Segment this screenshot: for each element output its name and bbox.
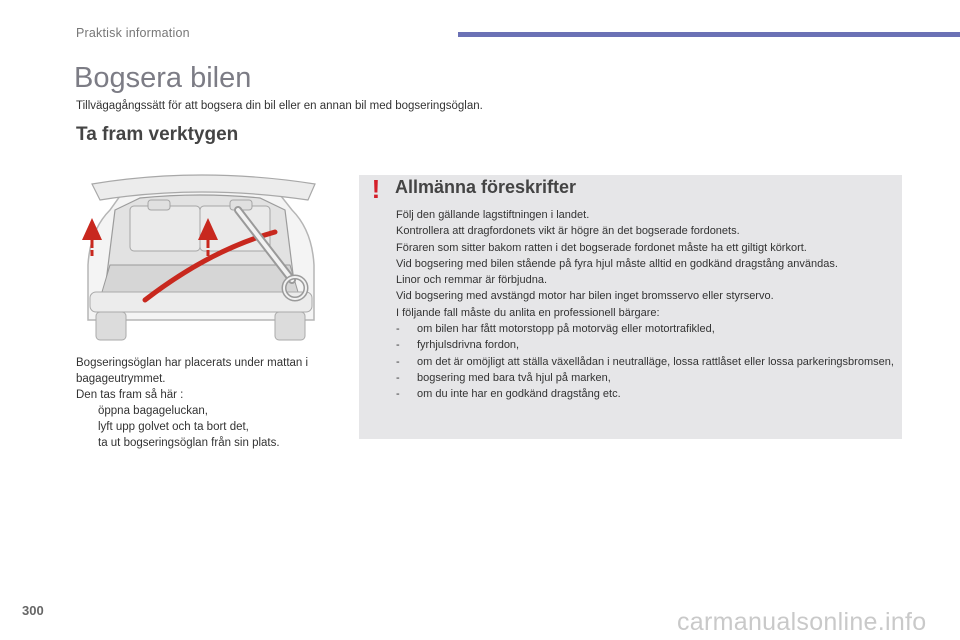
page-number: 300 [22, 603, 44, 618]
warning-list-item [396, 321, 896, 337]
instruction-step [76, 419, 346, 435]
dash-marker: - [396, 355, 400, 368]
exclamation-icon: ! [371, 174, 381, 204]
warning-line: I följande fall måste du anlita en professionell bärgare: [396, 306, 660, 319]
bullet-icon [76, 403, 98, 419]
warning-list-text: om det är omöjligt att ställa växellådan i neutralläge, lossa rattlåset eller lossa parkeringsbromsen, [417, 355, 894, 368]
bullet-icon [76, 419, 98, 435]
step-text: ta ut bogseringsöglan från sin plats. [98, 437, 280, 449]
step-text: lyft upp golvet och ta bort det, [98, 421, 249, 433]
warning-list-item [396, 337, 896, 353]
warning-list-text: om du inte har en godkänd dragstång etc. [417, 388, 621, 401]
header-accent-bar [458, 32, 960, 37]
dash-marker: - [396, 323, 400, 336]
warning-list-text: om bilen har fått motorstopp på motorväg eller motortrafikled, [417, 323, 715, 336]
instruction-step [76, 403, 346, 419]
instructions-paragraph: Bogseringsöglan har placerats under mattan i bagageutrymmet. [76, 357, 309, 385]
warning-line: Följ den gällande lagstiftningen i landet. [396, 209, 590, 221]
warning-line: Föraren som sitter bakom ratten i det bogserade fordonet måste ha ett giltigt körkort. [396, 241, 807, 254]
trunk-illustration [70, 170, 340, 350]
warning-body [396, 207, 896, 403]
warning-line: Vid bogsering med bilen stående på fyra hjul måste alltid en godkänd dragstång användas. [396, 257, 838, 270]
warning-list-text: fyrhjulsdrivna fordon, [417, 339, 520, 352]
warning-list-item [396, 354, 896, 370]
dash-marker: - [396, 388, 400, 401]
dash-marker: - [396, 339, 400, 352]
watermark: carmanualsonline.info [677, 608, 927, 636]
step-text: öppna bagageluckan, [98, 405, 208, 417]
intro-text: Tillvägagångssätt för att bogsera din bil eller en annan bil med bogseringsöglan. [76, 100, 483, 112]
warning-list-item [396, 386, 896, 402]
warning-line: Vid bogsering med avstängd motor har bilen inget bromsservo eller styrservo. [396, 290, 774, 303]
warning-line: Kontrollera att dragfordonets vikt är högre än det bogserade fordonets. [396, 225, 740, 238]
warning-list-text: bogsering med bara två hjul på marken, [417, 371, 611, 384]
warning-box [359, 175, 902, 439]
dash-marker: - [396, 371, 400, 384]
instruction-step [76, 435, 346, 451]
section-subtitle: Ta fram verktygen [76, 124, 239, 145]
warning-line: Linor och remmar är förbjudna. [396, 274, 548, 287]
page-title: Bogsera bilen [74, 62, 252, 94]
warning-title: Allmänna föreskrifter [395, 177, 577, 197]
section-header: Praktisk information [76, 26, 190, 40]
instructions-text [76, 355, 346, 451]
warning-list-item [396, 370, 896, 386]
car-trunk-tow-eye-image [70, 170, 340, 350]
instructions-lead: Den tas fram så här : [76, 389, 184, 401]
bullet-icon [76, 435, 98, 451]
